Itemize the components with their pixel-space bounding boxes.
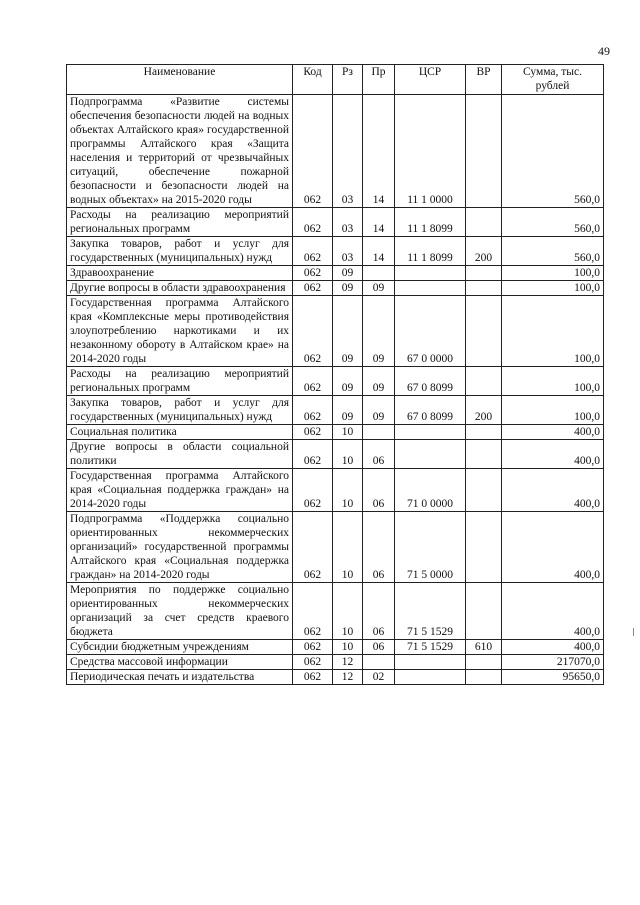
table-header [67, 65, 604, 95]
row-rz: 09 [333, 296, 363, 367]
row-name: Закупка товаров, работ и услуг для государственных (муниципальных) нужд [67, 237, 293, 266]
row-rz: 10 [333, 469, 363, 512]
row-csr: 11 1 0000 [395, 95, 466, 208]
row-sum: 100,0 [502, 266, 604, 281]
table-row [67, 512, 604, 583]
row-code: 062 [293, 296, 333, 367]
row-rz: 03 [333, 208, 363, 237]
row-pr: 02 [363, 670, 395, 685]
table-row [67, 583, 604, 640]
table-row [67, 367, 604, 396]
row-vr [466, 512, 502, 583]
row-csr: 11 1 8099 [395, 208, 466, 237]
row-name: Периодическая печать и издательства [67, 670, 293, 685]
row-code: 062 [293, 440, 333, 469]
row-vr [466, 296, 502, 367]
row-rz: 09 [333, 266, 363, 281]
row-sum: 560,0 [502, 208, 604, 237]
row-name: Государственная программа Алтайского края «Комплексные меры противодействия злоупотреблению наркотиками и их незаконному обороту в Алтайском крае» на 2014-2020 годы [67, 296, 293, 367]
header-code: Код [293, 65, 333, 95]
row-vr [466, 655, 502, 670]
row-vr: 200 [466, 396, 502, 425]
row-pr: 14 [363, 208, 395, 237]
table-row [67, 281, 604, 296]
table-row [67, 208, 604, 237]
row-vr [466, 266, 502, 281]
row-name: Подпрограмма «Поддержка социально ориентированных некоммерческих организаций» государственной программы Алтайского края «Социальная поддержка граждан» на 2014-2020 годы [67, 512, 293, 583]
row-csr: 67 0 8099 [395, 396, 466, 425]
row-pr: 06 [363, 512, 395, 583]
row-code: 062 [293, 640, 333, 655]
header-rz: Рз [333, 65, 363, 95]
table-row [67, 670, 604, 685]
row-name: Другие вопросы в области здравоохранения [67, 281, 293, 296]
row-sum: 400,0 [502, 440, 604, 469]
row-csr [395, 670, 466, 685]
row-sum: 100,0 [502, 296, 604, 367]
row-name: Мероприятия по поддержке социально ориентированных некоммерческих организаций за счет средств краевого бюджета [67, 583, 293, 640]
row-csr: 71 5 0000 [395, 512, 466, 583]
row-vr: 610 [466, 640, 502, 655]
row-pr: 06 [363, 469, 395, 512]
row-csr [395, 281, 466, 296]
header-sum: Сумма, тыс. рублей [502, 65, 604, 95]
row-csr: 11 1 8099 [395, 237, 466, 266]
row-sum: 95650,0 [502, 670, 604, 685]
row-sum: 400,0 [502, 469, 604, 512]
row-csr: 67 0 0000 [395, 296, 466, 367]
row-vr [466, 95, 502, 208]
row-vr [466, 583, 502, 640]
row-rz: 12 [333, 655, 363, 670]
header-vr: ВР [466, 65, 502, 95]
row-sum: 217070,0 [502, 655, 604, 670]
row-sum: 560,0 [502, 237, 604, 266]
row-code: 062 [293, 425, 333, 440]
row-csr: 71 5 1529 [395, 640, 466, 655]
table-row [67, 95, 604, 208]
row-sum: 100,0 [502, 281, 604, 296]
row-name: Расходы на реализацию мероприятий региональных программ [67, 208, 293, 237]
row-pr: 06 [363, 440, 395, 469]
row-code: 062 [293, 655, 333, 670]
budget-table [66, 64, 604, 685]
table-row [67, 655, 604, 670]
row-rz: 10 [333, 640, 363, 655]
table-body [67, 95, 604, 685]
table-row [67, 440, 604, 469]
row-csr [395, 266, 466, 281]
row-vr [466, 670, 502, 685]
row-name: Социальная политика [67, 425, 293, 440]
row-vr [466, 440, 502, 469]
row-rz: 09 [333, 396, 363, 425]
row-vr: 200 [466, 237, 502, 266]
row-code: 062 [293, 281, 333, 296]
row-pr [363, 425, 395, 440]
table-row [67, 640, 604, 655]
row-name: Закупка товаров, работ и услуг для государственных (муниципальных) нужд [67, 396, 293, 425]
row-sum: 400,0 [502, 512, 604, 583]
row-vr [466, 425, 502, 440]
page-number: 49 [598, 44, 610, 58]
row-name: Средства массовой информации [67, 655, 293, 670]
row-vr [466, 367, 502, 396]
row-code: 062 [293, 208, 333, 237]
row-pr: 06 [363, 640, 395, 655]
row-code: 062 [293, 95, 333, 208]
scan-mark [633, 628, 634, 636]
row-rz: 09 [333, 281, 363, 296]
row-name: Государственная программа Алтайского края «Социальная поддержка граждан» на 2014-2020 годы [67, 469, 293, 512]
row-pr: 06 [363, 583, 395, 640]
row-name: Расходы на реализацию мероприятий региональных программ [67, 367, 293, 396]
row-sum: 400,0 [502, 640, 604, 655]
row-rz: 10 [333, 583, 363, 640]
row-pr: 14 [363, 237, 395, 266]
row-csr: 67 0 8099 [395, 367, 466, 396]
row-code: 062 [293, 583, 333, 640]
row-pr: 14 [363, 95, 395, 208]
row-code: 062 [293, 266, 333, 281]
table-row [67, 425, 604, 440]
row-name: Здравоохранение [67, 266, 293, 281]
header-csr: ЦСР [395, 65, 466, 95]
row-code: 062 [293, 469, 333, 512]
row-sum: 400,0 [502, 425, 604, 440]
table-row [67, 396, 604, 425]
row-vr [466, 281, 502, 296]
row-pr: 09 [363, 396, 395, 425]
row-rz: 10 [333, 440, 363, 469]
row-name: Подпрограмма «Развитие системы обеспечения безопасности людей на водных объектах Алтайского края» государственной программы Алтайского края «Защита населения и территорий от чрезвычайных ситуаций, обеспечение пожарной безопасности и безопасности людей на водных объектах» на 2015-2020 годы [67, 95, 293, 208]
row-vr [466, 469, 502, 512]
row-pr: 09 [363, 281, 395, 296]
header-pr: Пр [363, 65, 395, 95]
row-rz: 10 [333, 425, 363, 440]
row-pr: 09 [363, 367, 395, 396]
table-row [67, 469, 604, 512]
table-row [67, 266, 604, 281]
header-row [67, 65, 604, 95]
row-sum: 400,0 [502, 583, 604, 640]
row-rz: 03 [333, 95, 363, 208]
row-code: 062 [293, 237, 333, 266]
row-code: 062 [293, 367, 333, 396]
row-csr [395, 440, 466, 469]
row-csr: 71 0 0000 [395, 469, 466, 512]
row-csr [395, 425, 466, 440]
row-sum: 560,0 [502, 95, 604, 208]
row-pr [363, 655, 395, 670]
row-name: Субсидии бюджетным учреждениям [67, 640, 293, 655]
row-pr [363, 266, 395, 281]
row-rz: 03 [333, 237, 363, 266]
row-code: 062 [293, 670, 333, 685]
row-rz: 10 [333, 512, 363, 583]
row-csr [395, 655, 466, 670]
row-csr: 71 5 1529 [395, 583, 466, 640]
row-rz: 12 [333, 670, 363, 685]
row-code: 062 [293, 396, 333, 425]
row-code: 062 [293, 512, 333, 583]
table-row [67, 296, 604, 367]
row-pr: 09 [363, 296, 395, 367]
row-rz: 09 [333, 367, 363, 396]
row-name: Другие вопросы в области социальной политики [67, 440, 293, 469]
header-name: Наименование [67, 65, 293, 95]
row-sum: 100,0 [502, 396, 604, 425]
table-row [67, 237, 604, 266]
row-sum: 100,0 [502, 367, 604, 396]
row-vr [466, 208, 502, 237]
